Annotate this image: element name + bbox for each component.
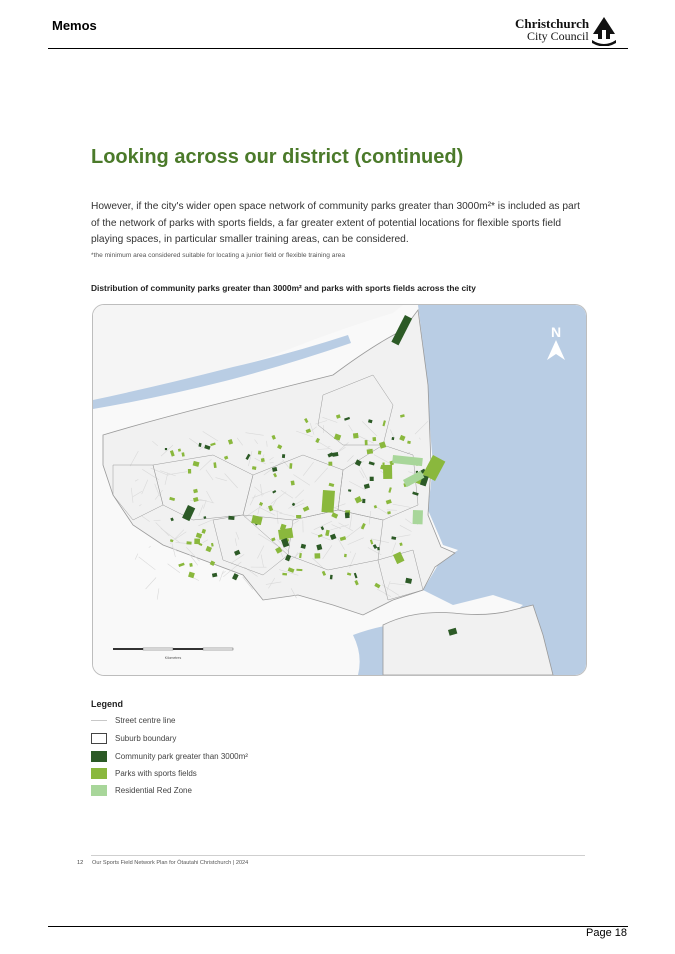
- footnote: *the minimum area considered suitable for locating a junior field or flexible training area: [91, 252, 345, 259]
- park-patch: [228, 516, 234, 520]
- footer-rule: [91, 855, 585, 856]
- park-patch: [165, 448, 167, 450]
- footer-text: Our Sports Field Network Plan for Ōtautahi Christchurch | 2024: [92, 860, 249, 866]
- header-memos-label: Memos: [52, 18, 97, 33]
- park-patch: [365, 440, 368, 445]
- park-patch: [261, 458, 265, 462]
- legend-item-street: [91, 713, 175, 727]
- park-patch: [407, 441, 411, 444]
- park-patch: [282, 573, 287, 576]
- footer-page-number: 12: [77, 860, 84, 866]
- park-patch: [252, 466, 256, 470]
- page-title: Looking across our district (continued): [91, 146, 464, 168]
- peninsula: [383, 605, 553, 675]
- legend-item-sports-park: [91, 766, 197, 780]
- map-graphic: [93, 305, 586, 675]
- north-label: N: [550, 324, 562, 340]
- page-rule: [48, 926, 628, 927]
- park-patch: [392, 437, 395, 440]
- park-patch: [186, 541, 191, 544]
- park-patch: [291, 480, 295, 485]
- legend-item-suburb: [91, 731, 176, 745]
- red-zone-patch: [413, 510, 423, 524]
- legend-label: Suburb boundary: [115, 733, 177, 743]
- header-rule: [48, 48, 628, 49]
- scale-label: Kilometres: [164, 656, 182, 660]
- park-patch: [328, 462, 332, 466]
- community-park-swatch: [91, 751, 107, 762]
- sports-park-swatch: [91, 768, 107, 779]
- red-zone-swatch: [91, 785, 107, 796]
- council-logo: [513, 14, 623, 48]
- sports-park-patch: [383, 465, 392, 479]
- park-patch: [296, 569, 302, 571]
- park-patch: [258, 451, 261, 455]
- suburb-boundary-swatch: [91, 733, 107, 744]
- park-patch: [367, 449, 373, 454]
- page-number: Page 18: [586, 927, 627, 939]
- park-patch: [188, 469, 191, 474]
- legend-label: Community park greater than 3000m²: [115, 751, 248, 761]
- park-patch: [282, 454, 285, 458]
- street-line-swatch: [91, 720, 107, 721]
- district-map: [92, 304, 587, 676]
- legend-label: Street centre line: [115, 715, 176, 725]
- park-patch: [189, 563, 192, 567]
- park-patch: [330, 575, 333, 580]
- map-title: Distribution of community parks greater than 3000m² and parks with sports fields across the city: [91, 283, 476, 293]
- legend-title: Legend: [91, 699, 124, 709]
- park-patch: [344, 554, 347, 557]
- legend-label: Parks with sports fields: [115, 768, 197, 778]
- body-paragraph: However, if the city's wider open space network of community parks greater than 3000m²* is included as part of the network of parks with sports fields, a far greater extent of potential locations for flexible sports field playing spaces, in particular smaller training areas, can be considered.: [91, 201, 580, 245]
- park-patch: [353, 433, 359, 439]
- legend-label: Residential Red Zone: [115, 785, 192, 795]
- park-patch: [194, 539, 200, 545]
- sports-park-patch: [321, 490, 335, 513]
- park-patch: [296, 515, 301, 518]
- logo-line2: City Council: [527, 29, 589, 43]
- cathedral-logo-icon: [591, 16, 617, 46]
- park-patch: [362, 499, 365, 503]
- park-patch: [370, 477, 374, 481]
- legend-item-community-park: [91, 749, 248, 763]
- park-patch: [289, 463, 292, 469]
- legend-item-red-zone: [91, 783, 192, 797]
- park-patch: [345, 512, 350, 518]
- park-patch: [315, 553, 321, 558]
- park-patch: [372, 437, 376, 441]
- logo-line1: Christchurch: [515, 16, 590, 31]
